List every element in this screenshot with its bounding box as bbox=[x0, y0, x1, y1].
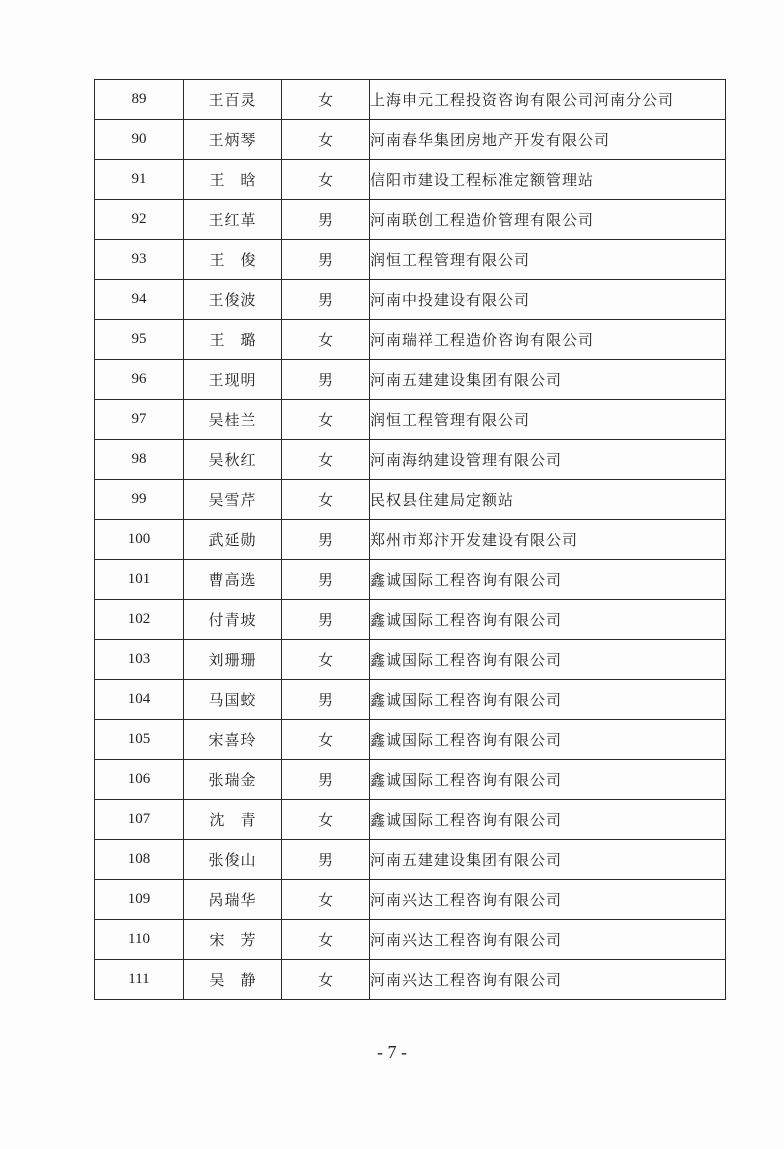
person-organization: 鑫诚国际工程咨询有限公司 bbox=[370, 560, 726, 600]
person-organization: 鑫诚国际工程咨询有限公司 bbox=[370, 800, 726, 840]
person-name: 刘珊珊 bbox=[184, 640, 282, 680]
person-organization: 鑫诚国际工程咨询有限公司 bbox=[370, 600, 726, 640]
table-row bbox=[95, 640, 726, 680]
person-gender: 男 bbox=[282, 200, 370, 240]
person-organization: 鑫诚国际工程咨询有限公司 bbox=[370, 720, 726, 760]
table-row bbox=[95, 600, 726, 640]
person-name: 曹高选 bbox=[184, 560, 282, 600]
person-organization: 河南中投建设有限公司 bbox=[370, 280, 726, 320]
table-row bbox=[95, 240, 726, 280]
person-gender: 女 bbox=[282, 480, 370, 520]
person-gender: 男 bbox=[282, 840, 370, 880]
row-number: 99 bbox=[95, 480, 184, 520]
person-name: 王晗 bbox=[184, 160, 282, 200]
person-organization: 河南联创工程造价管理有限公司 bbox=[370, 200, 726, 240]
row-number: 108 bbox=[95, 840, 184, 880]
row-number: 91 bbox=[95, 160, 184, 200]
person-name: 宋喜玲 bbox=[184, 720, 282, 760]
person-gender: 男 bbox=[282, 360, 370, 400]
row-number: 93 bbox=[95, 240, 184, 280]
person-organization: 郑州市郑汴开发建设有限公司 bbox=[370, 520, 726, 560]
roster-table bbox=[94, 79, 726, 1000]
person-name: 王炳琴 bbox=[184, 120, 282, 160]
table-row bbox=[95, 800, 726, 840]
table-row bbox=[95, 440, 726, 480]
person-name: 王俊波 bbox=[184, 280, 282, 320]
person-gender: 男 bbox=[282, 600, 370, 640]
table-row bbox=[95, 520, 726, 560]
row-number: 95 bbox=[95, 320, 184, 360]
person-organization: 润恒工程管理有限公司 bbox=[370, 240, 726, 280]
row-number: 96 bbox=[95, 360, 184, 400]
row-number: 111 bbox=[95, 960, 184, 1000]
person-name: 王俊 bbox=[184, 240, 282, 280]
person-organization: 上海申元工程投资咨询有限公司河南分公司 bbox=[370, 80, 726, 120]
person-gender: 女 bbox=[282, 120, 370, 160]
person-name: 张俊山 bbox=[184, 840, 282, 880]
row-number: 94 bbox=[95, 280, 184, 320]
person-name: 王红革 bbox=[184, 200, 282, 240]
table-row bbox=[95, 120, 726, 160]
person-name: 张瑞金 bbox=[184, 760, 282, 800]
table-row bbox=[95, 360, 726, 400]
person-gender: 女 bbox=[282, 880, 370, 920]
person-gender: 女 bbox=[282, 920, 370, 960]
person-gender: 女 bbox=[282, 440, 370, 480]
person-organization: 信阳市建设工程标准定额管理站 bbox=[370, 160, 726, 200]
person-gender: 女 bbox=[282, 720, 370, 760]
table-row bbox=[95, 560, 726, 600]
person-gender: 男 bbox=[282, 760, 370, 800]
table-row bbox=[95, 960, 726, 1000]
person-name: 王现明 bbox=[184, 360, 282, 400]
person-name: 呙瑞华 bbox=[184, 880, 282, 920]
person-gender: 女 bbox=[282, 400, 370, 440]
person-organization: 鑫诚国际工程咨询有限公司 bbox=[370, 680, 726, 720]
table-row bbox=[95, 200, 726, 240]
row-number: 100 bbox=[95, 520, 184, 560]
row-number: 104 bbox=[95, 680, 184, 720]
person-organization: 河南海纳建设管理有限公司 bbox=[370, 440, 726, 480]
person-gender: 女 bbox=[282, 320, 370, 360]
person-organization: 润恒工程管理有限公司 bbox=[370, 400, 726, 440]
person-gender: 女 bbox=[282, 160, 370, 200]
person-organization: 民权县住建局定额站 bbox=[370, 480, 726, 520]
person-organization: 河南兴达工程咨询有限公司 bbox=[370, 960, 726, 1000]
table-row bbox=[95, 760, 726, 800]
person-gender: 男 bbox=[282, 280, 370, 320]
row-number: 105 bbox=[95, 720, 184, 760]
table-row bbox=[95, 160, 726, 200]
row-number: 98 bbox=[95, 440, 184, 480]
row-number: 97 bbox=[95, 400, 184, 440]
person-gender: 女 bbox=[282, 80, 370, 120]
row-number: 101 bbox=[95, 560, 184, 600]
person-organization: 河南五建建设集团有限公司 bbox=[370, 840, 726, 880]
table-row bbox=[95, 920, 726, 960]
person-gender: 男 bbox=[282, 240, 370, 280]
row-number: 109 bbox=[95, 880, 184, 920]
table-row bbox=[95, 680, 726, 720]
person-name: 宋芳 bbox=[184, 920, 282, 960]
table-row bbox=[95, 80, 726, 120]
person-organization: 鑫诚国际工程咨询有限公司 bbox=[370, 640, 726, 680]
row-number: 90 bbox=[95, 120, 184, 160]
person-name: 吴雪芹 bbox=[184, 480, 282, 520]
person-name: 王璐 bbox=[184, 320, 282, 360]
person-organization: 河南兴达工程咨询有限公司 bbox=[370, 920, 726, 960]
person-name: 吴桂兰 bbox=[184, 400, 282, 440]
table-row bbox=[95, 840, 726, 880]
person-name: 吴静 bbox=[184, 960, 282, 1000]
person-name: 王百灵 bbox=[184, 80, 282, 120]
page-number: - 7 - bbox=[377, 1042, 407, 1062]
person-name: 吴秋红 bbox=[184, 440, 282, 480]
row-number: 106 bbox=[95, 760, 184, 800]
person-organization: 河南兴达工程咨询有限公司 bbox=[370, 880, 726, 920]
person-gender: 男 bbox=[282, 520, 370, 560]
person-name: 付青坡 bbox=[184, 600, 282, 640]
row-number: 102 bbox=[95, 600, 184, 640]
person-name: 马国蛟 bbox=[184, 680, 282, 720]
table-row bbox=[95, 320, 726, 360]
table-row bbox=[95, 480, 726, 520]
table-row bbox=[95, 280, 726, 320]
person-organization: 鑫诚国际工程咨询有限公司 bbox=[370, 760, 726, 800]
row-number: 92 bbox=[95, 200, 184, 240]
person-gender: 女 bbox=[282, 800, 370, 840]
person-organization: 河南春华集团房地产开发有限公司 bbox=[370, 120, 726, 160]
person-gender: 男 bbox=[282, 680, 370, 720]
table-row bbox=[95, 880, 726, 920]
row-number: 103 bbox=[95, 640, 184, 680]
table-row bbox=[95, 720, 726, 760]
row-number: 89 bbox=[95, 80, 184, 120]
person-gender: 女 bbox=[282, 960, 370, 1000]
person-name: 武延勋 bbox=[184, 520, 282, 560]
person-gender: 女 bbox=[282, 640, 370, 680]
person-gender: 男 bbox=[282, 560, 370, 600]
row-number: 107 bbox=[95, 800, 184, 840]
row-number: 110 bbox=[95, 920, 184, 960]
table-row bbox=[95, 400, 726, 440]
person-organization: 河南五建建设集团有限公司 bbox=[370, 360, 726, 400]
person-name: 沈青 bbox=[184, 800, 282, 840]
person-organization: 河南瑞祥工程造价咨询有限公司 bbox=[370, 320, 726, 360]
